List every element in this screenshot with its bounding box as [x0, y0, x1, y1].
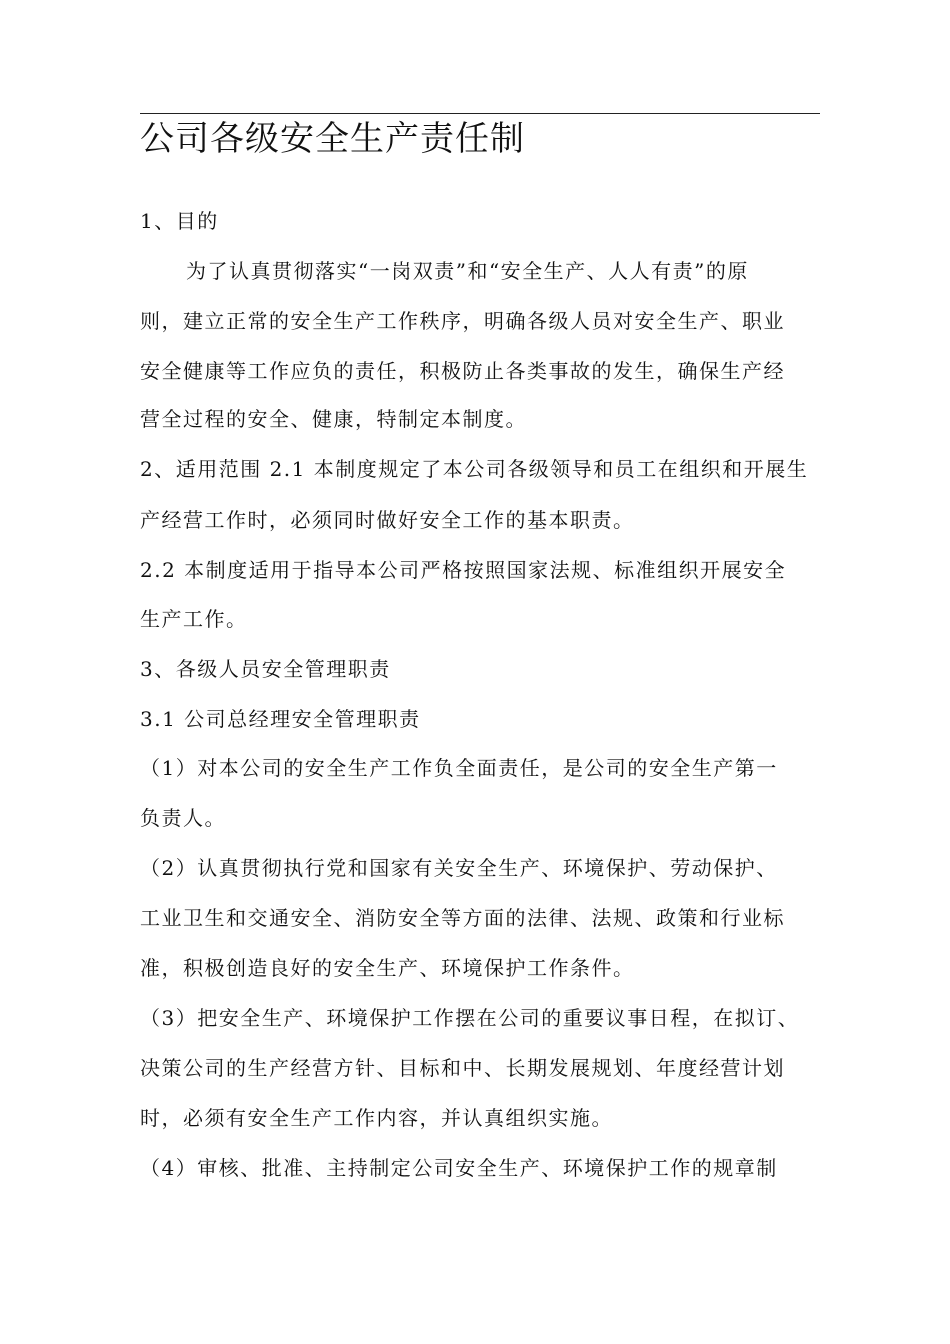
paragraph-line: 安全健康等工作应负的责任，积极防止各类事故的发生，确保生产经 — [140, 359, 785, 383]
paragraph-line: 产经营工作时，必须同时做好安全工作的基本职责。 — [140, 508, 635, 532]
paragraph-line: 2.2 本制度适用于指导本公司严格按照国家法规、标准组织开展安全 — [140, 558, 787, 582]
list-item-line: 准，积极创造良好的安全生产、环境保护工作条件。 — [140, 956, 635, 980]
list-item-line: 负责人。 — [140, 806, 226, 830]
list-item-line: 时，必须有安全生产工作内容，并认真组织实施。 — [140, 1106, 613, 1130]
list-item-line: （3）把安全生产、环境保护工作摆在公司的重要议事日程，在拟订、 — [140, 1006, 800, 1030]
section-heading-responsibilities: 3、各级人员安全管理职责 — [140, 657, 391, 681]
list-item-line: （4）审核、批准、主持制定公司安全生产、环境保护工作的规章制 — [140, 1156, 778, 1180]
list-item-line: （2）认真贯彻执行党和国家有关安全生产、环境保护、劳动保护、 — [140, 856, 778, 880]
paragraph-line: 生产工作。 — [140, 607, 248, 631]
subsection-heading: 3.1 公司总经理安全管理职责 — [140, 707, 421, 731]
paragraph-line: 则，建立正常的安全生产工作秩序，明确各级人员对安全生产、职业 — [140, 309, 785, 333]
paragraph-line: 营全过程的安全、健康，特制定本制度。 — [140, 407, 527, 431]
list-item-line: （1）对本公司的安全生产工作负全面责任，是公司的安全生产第一 — [140, 756, 778, 780]
list-item-line: 工业卫生和交通安全、消防安全等方面的法律、法规、政策和行业标 — [140, 906, 785, 930]
section-heading-scope: 2、适用范围 2.1 本制度规定了本公司各级领导和员工在组织和开展生 — [140, 457, 809, 481]
document-title: 公司各级安全生产责任制 — [140, 119, 525, 159]
section-heading-purpose: 1、目的 — [140, 209, 219, 233]
list-item-line: 决策公司的生产经营方针、目标和中、长期发展规划、年度经营计划 — [140, 1056, 785, 1080]
paragraph-line: 为了认真贯彻落实“一岗双责”和“安全生产、人人有责”的原 — [186, 259, 749, 283]
